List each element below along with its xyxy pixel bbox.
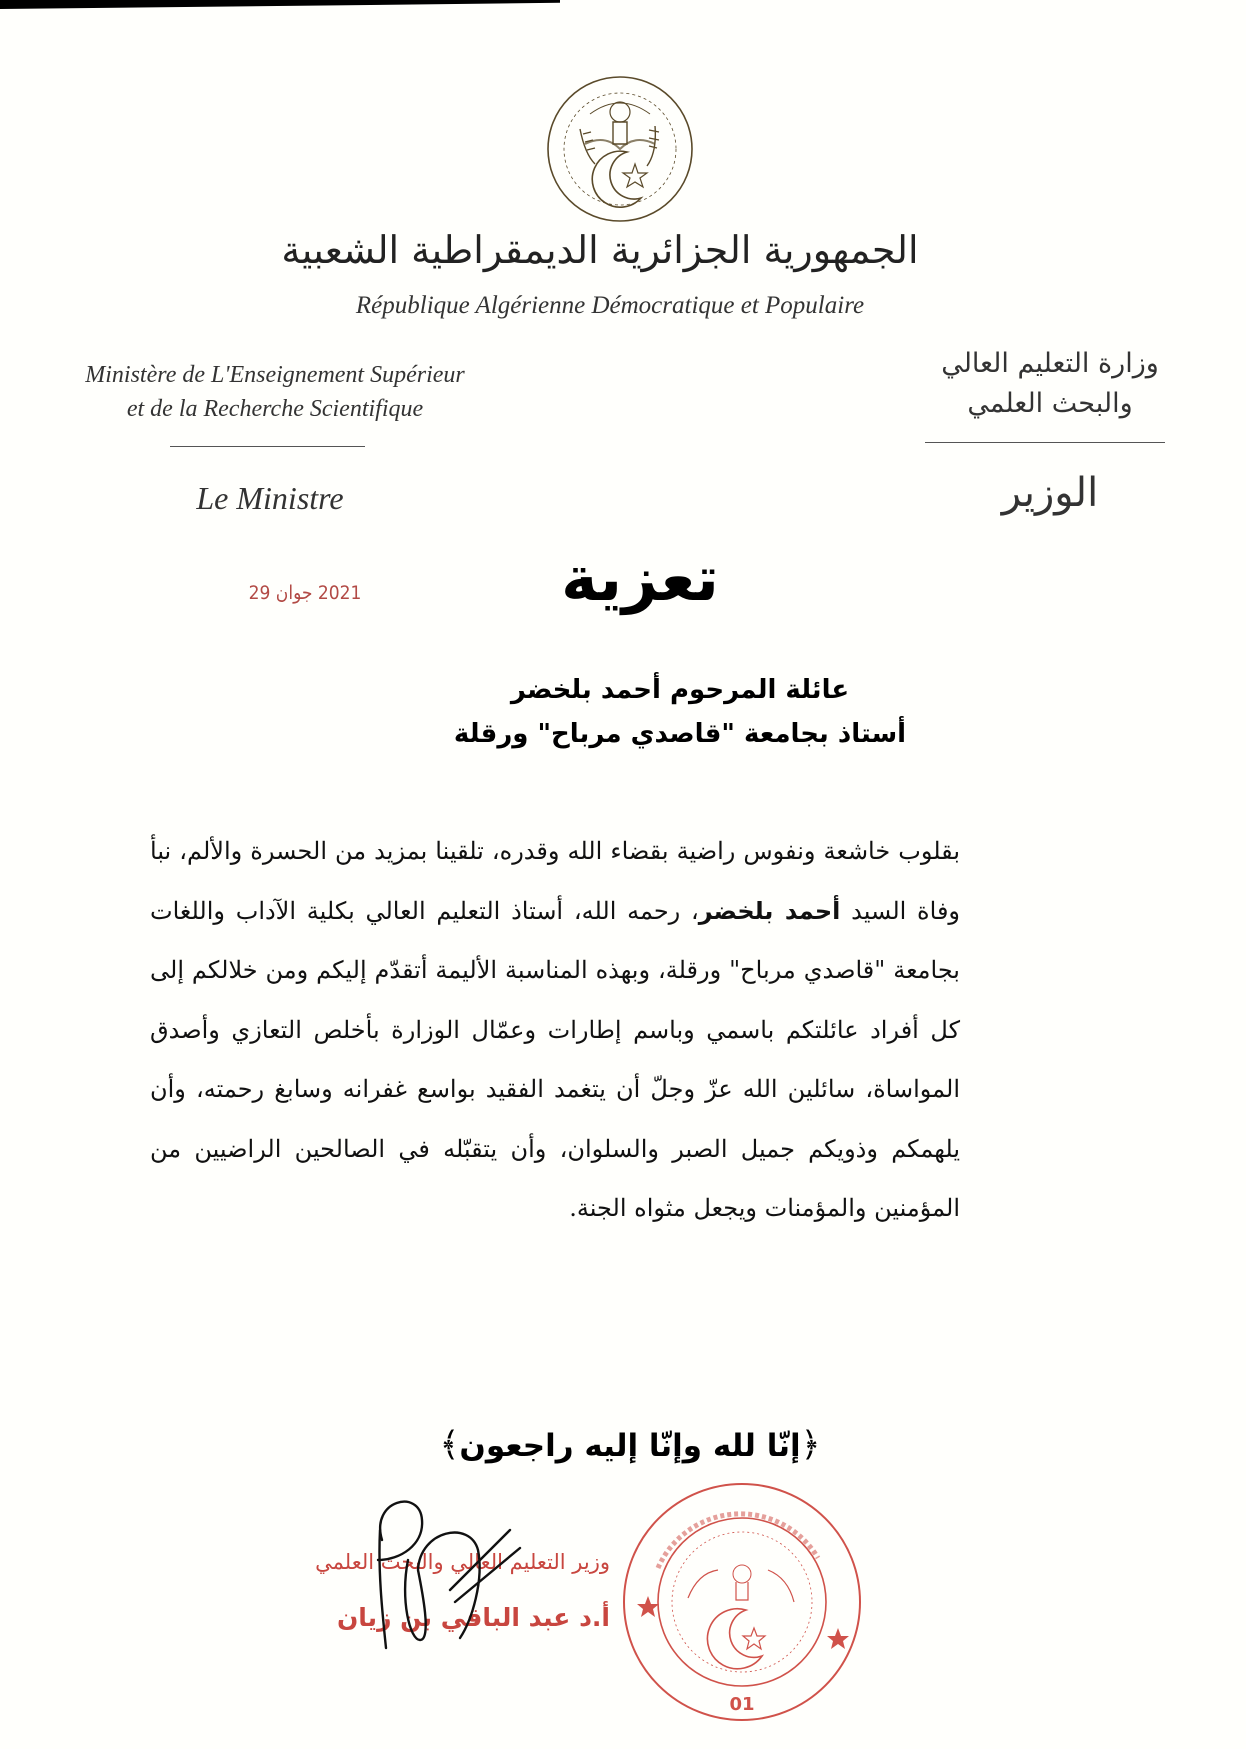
- ministry-fr-line2: et de la Recherche Scientifique: [126, 396, 424, 422]
- ministry-name-arabic: [900, 344, 1200, 424]
- ministry-name-french: [30, 358, 520, 426]
- republic-title-french: République Algérienne Démocratique et Populaire: [355, 292, 865, 319]
- verse-text: إنّا لله وإنّا إليه راجعون: [459, 1428, 801, 1464]
- condolence-body: [150, 822, 960, 1239]
- minister-label-french: Le Ministre: [196, 480, 344, 516]
- ministry-ar-line1: وزارة التعليم العالي: [941, 348, 1159, 379]
- body-part2: ، رحمه الله، أستاذ التعليم العالي بكلية الآداب واللغات بجامعة "قاصدي مرباح" ورقلة، وبهذه المناسبة الأليمة أتقدّم إليكم ومن خلالكم إلى كل أفراد عائلتكم باسمي وباسم إطارات وعمّال الوزارة بأخلص التعازي وأصدق المواساة، سائلين الله عزّ وجلّ أن يتغمد الفقيد بواسع غفرانه وسابغ رحمته، وأن يلهمكم وذويكم جميل الصبر والسلوان، وأن يتقبّله في الصالحين الراضيين من المؤمنين والمؤمنات ويجعل مثواه الجنة.: [150, 896, 960, 1222]
- divider-arabic: [925, 442, 1165, 443]
- recipient-line2: أستاذ بجامعة "قاصدي مرباح" ورقلة: [453, 719, 907, 749]
- divider-french: [170, 446, 365, 447]
- algeria-emblem-icon: [545, 74, 695, 224]
- scan-edge: [0, 0, 560, 9]
- republic-title-arabic: الجمهورية الجزائرية الديمقراطية الشعبية: [281, 228, 919, 272]
- deceased-name: أحمد بلخضر: [698, 896, 841, 925]
- minister-label-arabic: الوزير: [1001, 470, 1099, 516]
- ministry-fr-line1: Ministère de L'Enseignement Supérieur: [85, 362, 465, 388]
- official-seal-icon: [618, 1478, 866, 1726]
- signatory-name: أ.د عبد الباقي بن زيان: [336, 1603, 610, 1632]
- signatory-title: وزير التعليم العالي والبحث العلمي: [315, 1550, 610, 1574]
- body-part1: بقلوب خاشعة ونفوس راضية بقضاء الله وقدره، تلقينا بمزيد من الحسرة والألم، نبأ وفاة السيد: [150, 837, 961, 925]
- ornate-bracket-open: ﴿: [800, 1425, 821, 1465]
- recipient-line1: عائلة المرحوم أحمد بلخضر: [510, 675, 850, 705]
- ministry-ar-line2: والبحث العلمي: [967, 388, 1133, 419]
- document-title: تعزية: [561, 542, 719, 615]
- handwritten-signature-icon: [360, 1490, 530, 1650]
- recipient-block: [380, 668, 980, 756]
- ornate-bracket-close: ﴾: [439, 1425, 460, 1465]
- date-stamp: 2021 جوان 29: [248, 582, 362, 604]
- seal-number: 01: [729, 1694, 755, 1715]
- quran-verse: [370, 1424, 890, 1465]
